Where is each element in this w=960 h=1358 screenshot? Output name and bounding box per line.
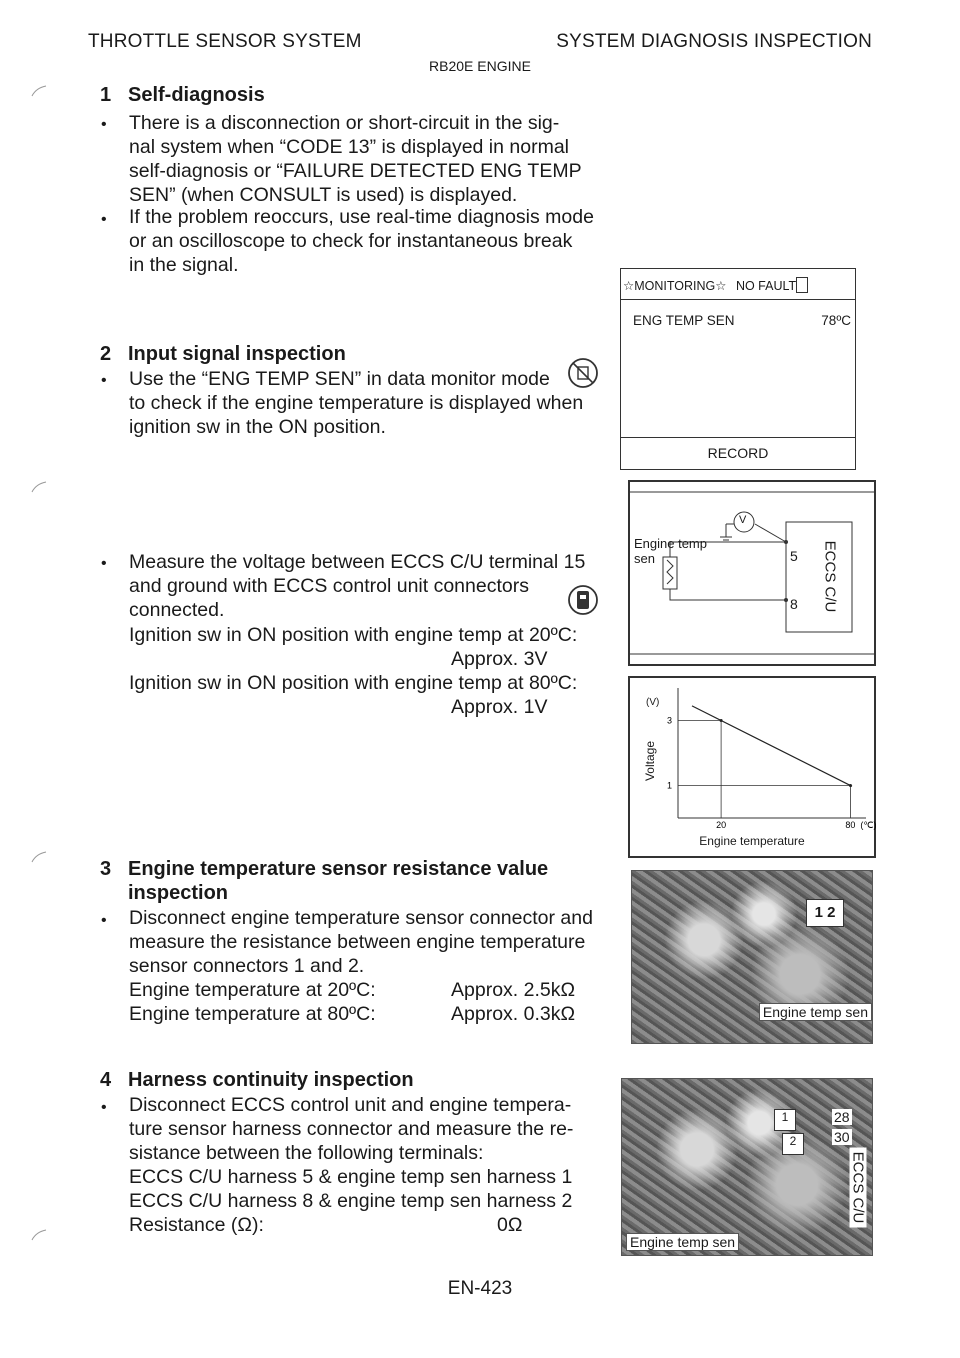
- terminal-8: 8: [790, 596, 798, 612]
- section-3-bullet-1: [129, 906, 599, 978]
- text-line: Disconnect ECCS control unit and engine tempera-: [129, 1094, 572, 1116]
- terminal-30: 30: [834, 1129, 850, 1145]
- chart-canvas: [630, 678, 877, 856]
- text-line: nal system when “CODE 13” is displayed in normal: [129, 136, 570, 158]
- eccs-unit-label: ECCS C/U: [821, 540, 839, 613]
- bullet: •: [101, 1099, 107, 1116]
- connector-icon: [566, 583, 600, 617]
- y-unit-label: (V): [646, 697, 660, 708]
- terminal-28: 28: [834, 1109, 850, 1125]
- header-right: SYSTEM DIAGNOSIS INSPECTION: [556, 31, 872, 52]
- monitor-value: 78ºC: [821, 313, 851, 328]
- bullet: •: [101, 555, 107, 572]
- header-left: THROTTLE SENSOR SYSTEM: [88, 31, 362, 52]
- value-80c: Approx. 1V: [451, 696, 548, 718]
- text-line: in the signal.: [129, 254, 239, 276]
- section-1-number: 1: [100, 84, 112, 106]
- text-line: sensor connectors 1 and 2.: [129, 955, 365, 977]
- section-4-bullet-1: [129, 1093, 599, 1165]
- resistance-80c-label: Engine temperature at 80ºC:: [129, 1003, 376, 1025]
- status-box: [796, 277, 808, 293]
- text-line: connected.: [129, 599, 225, 621]
- monitor-title-row: [623, 277, 808, 293]
- series-line: [692, 706, 852, 786]
- sensor-location-photo: [631, 870, 873, 1044]
- y-tick-label: 1: [666, 780, 672, 791]
- resistance-value: 0Ω: [497, 1214, 523, 1236]
- data-point: [720, 719, 723, 722]
- circuit-diagram: [628, 480, 876, 666]
- x-axis-label: Engine temperature: [699, 834, 805, 848]
- bullet: •: [101, 912, 107, 929]
- section-4-title: Harness continuity inspection: [128, 1069, 414, 1091]
- consult-monitor-screen: [620, 268, 856, 470]
- resistance-20c-label: Engine temperature at 20ºC:: [129, 979, 376, 1001]
- harness-line-2: ECCS C/U harness 8 & engine temp sen harness 2: [129, 1190, 573, 1212]
- section-1-title: Self-diagnosis: [128, 84, 265, 106]
- text-line: measure the resistance between engine temperature: [129, 931, 586, 953]
- monitor-title: MONITORING: [634, 279, 716, 293]
- text-line: or an oscilloscope to check for instantaneous break: [129, 230, 573, 252]
- divider: [621, 299, 855, 300]
- text-line: sistance between the following terminals:: [129, 1142, 484, 1164]
- pin-2: 2: [782, 1133, 804, 1155]
- voltmeter-label: V: [739, 514, 747, 526]
- sensor-label: Engine temp sen: [634, 536, 707, 566]
- x-tick-label: 80: [845, 820, 856, 830]
- section-4-number: 4: [100, 1069, 112, 1091]
- header-sub: RB20E ENGINE: [429, 58, 531, 74]
- x-tick-label: 20: [716, 820, 727, 830]
- harness-line-1: ECCS C/U harness 5 & engine temp sen harness 1: [129, 1166, 573, 1188]
- star-icon: ☆: [715, 279, 727, 293]
- text-line: There is a disconnection or short-circuit in the sig-: [129, 112, 560, 134]
- text-line: Measure the voltage between ECCS C/U terminal 15: [129, 551, 586, 573]
- connector-pin-diagram: 1 2: [806, 899, 844, 927]
- condition-20c: Ignition sw in ON position with engine temp at 20ºC:: [129, 624, 578, 646]
- bullet: •: [101, 372, 107, 389]
- data-point: [849, 784, 852, 787]
- photo-label: Engine temp sen: [759, 1003, 872, 1021]
- resistance-20c-value: Approx. 2.5kΩ: [451, 979, 576, 1001]
- voltage-chart: [628, 676, 876, 858]
- y-axis-label: Voltage: [643, 740, 657, 782]
- text-line: to check if the engine temperature is displayed when: [129, 392, 584, 414]
- section-3-title-line-2: inspection: [128, 882, 229, 904]
- text-line: and ground with ECCS control unit connectors: [129, 575, 529, 597]
- x-unit-label: (℃): [860, 820, 877, 830]
- section-2-bullet-2: [129, 550, 589, 622]
- star-icon: ☆: [623, 279, 635, 293]
- resistance-80c-value: Approx. 0.3kΩ: [451, 1003, 576, 1025]
- section-2-bullet-1: [129, 367, 589, 439]
- page-number: EN-423: [447, 1278, 513, 1299]
- text-line: Disconnect engine temperature sensor connector and: [129, 907, 593, 929]
- consult-tool-icon: [566, 356, 600, 390]
- harness-photo: [621, 1078, 873, 1256]
- section-3-number: 3: [100, 858, 112, 880]
- section-2-number: 2: [100, 343, 112, 365]
- monitor-item: ENG TEMP SEN: [633, 313, 735, 328]
- eccs-unit-label: ECCS C/U: [850, 1148, 867, 1228]
- photo-label: Engine temp sen: [626, 1233, 739, 1251]
- text-line: ignition sw in the ON position.: [129, 416, 386, 438]
- resistance-label: Resistance (Ω):: [129, 1214, 264, 1236]
- text-line: self-diagnosis or “FAILURE DETECTED ENG TEMP: [129, 160, 582, 182]
- section-2-title: Input signal inspection: [128, 343, 346, 365]
- divider: [621, 437, 855, 438]
- terminal-5: 5: [790, 548, 798, 564]
- monitor-status: NO FAULT: [735, 279, 797, 293]
- section-1-bullet-2: [129, 205, 599, 277]
- record-button[interactable]: RECORD: [707, 445, 769, 461]
- y-tick-label: 3: [666, 715, 672, 726]
- text-line: ture sensor harness connector and measure the re-: [129, 1118, 574, 1140]
- margin-marks: [28, 84, 52, 1284]
- bullet: •: [101, 116, 107, 133]
- text-line: Use the “ENG TEMP SEN” in data monitor mode: [129, 368, 550, 390]
- section-1-bullet-1: [129, 111, 599, 207]
- value-20c: Approx. 3V: [451, 648, 548, 670]
- pin-1: 1: [774, 1109, 796, 1131]
- text-line: If the problem reoccurs, use real-time diagnosis mode: [129, 206, 594, 228]
- text-line: SEN” (when CONSULT is used) is displayed.: [129, 184, 518, 206]
- condition-80c: Ignition sw in ON position with engine temp at 80ºC:: [129, 672, 578, 694]
- section-3-title-line-1: Engine temperature sensor resistance value: [128, 858, 549, 880]
- bullet: •: [101, 211, 107, 228]
